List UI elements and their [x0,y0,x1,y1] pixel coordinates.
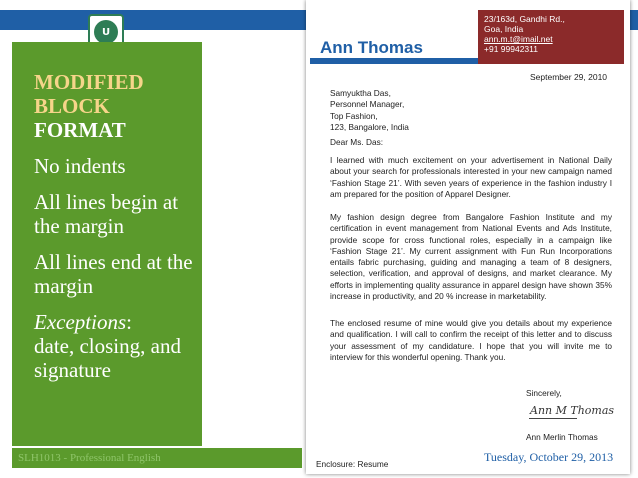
contact-address1: 23/163d, Gandhi Rd., [484,14,565,24]
bullet-no-indents: No indents [34,154,126,178]
exceptions-colon: : [126,310,132,334]
footer-date: Tuesday, October 29, 2013 [484,450,614,464]
footer-bar [12,448,302,468]
contact-email: ann.m.t@imail.net [484,34,553,44]
panel-text [34,70,199,382]
footer-course: SLH1013 - Professional English [18,452,161,464]
bullet-lines-end: All lines end at the margin [34,250,193,298]
bullet-lines-begin: All lines begin at the margin [34,190,179,238]
exceptions-text: date, closing, and signature [34,334,181,382]
letter-sender-name: Ann Thomas [320,38,423,57]
contact-address2: Goa, India [484,24,524,34]
body-paragraph-3: The enclosed resume of mine would give you details about my experience and qualification. I will call to confirm the receipt of this letter and to discuss your assessment of my candidature. I hope that you will invite me to interview for this wonderful opening. Thank you. [330,318,612,362]
recipient-company: Top Fashion, [330,110,378,121]
recipient-name: Samyuktha Das, [330,88,391,98]
logo-emblem: U [94,20,118,44]
heading-modified: MODIFIED [34,70,144,94]
exceptions-heading [34,310,199,334]
heading-block: BLOCK [34,94,110,118]
contact-phone: +91 99942311 [484,44,538,54]
letter-date: September 29, 2010 [530,72,608,82]
recipient-block [330,88,530,133]
heading-format: FORMAT [34,118,126,142]
body-paragraph-2: My fashion design degree from Bangalore Fashion Institute and my certification in event management from National Events and Ads Institute, provide scope for cross functional roles, especially in a campaign like ‘Fashion Stage 21’. My current assignment with Fun Run Incorporations entails fabric purchasing, guiding and managing a team of 8 designers, selection, verification, and approval of designs, and market clearance. My efforts in implementing quality assurance in apparel design have shown 35% increase in productivity, and 20 % increase in marketability. [330,212,612,302]
salutation: Dear Ms. Das: [330,137,384,147]
exceptions-label: Exceptions [34,310,127,334]
closing: Sincerely, [526,388,562,398]
contact-box [478,10,624,64]
signature-underline [529,418,577,419]
handwritten-signature: Ann M Thomas [530,404,615,417]
body-paragraph-1: I learned with much excitement on your advertisement in National Daily about your search for professionals interested in your new campaign named ‘Fashion Stage 21’. With seven years of experience in the fashion industry I am prepared for the position of Apparel Designer. [330,155,612,199]
signer-name: Ann Merlin Thomas [526,432,598,442]
recipient-title: Personnel Manager, [330,99,405,110]
enclosure-note: Enclosure: Resume [316,459,389,469]
recipient-address: 123, Bangalore, India [330,121,409,132]
